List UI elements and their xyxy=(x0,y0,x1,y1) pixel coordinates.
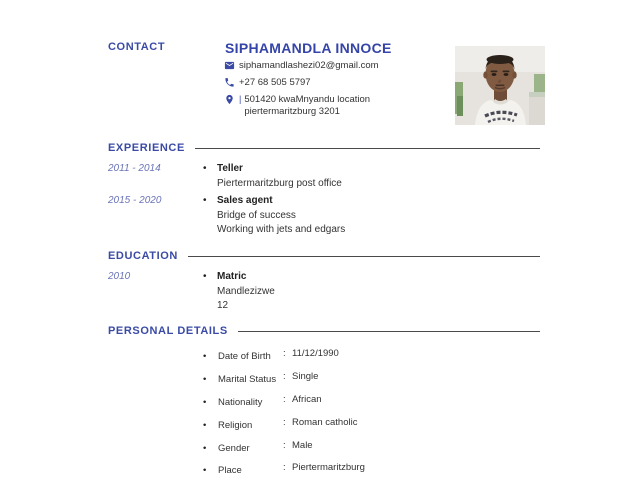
detail-label: Marital Status xyxy=(218,374,277,385)
personal-details-heading: PERSONAL DETAILS xyxy=(108,325,228,337)
experience-title: Sales agent xyxy=(217,195,273,206)
profile-photo xyxy=(455,46,545,125)
detail-separator: : xyxy=(283,462,286,473)
contact-email: siphamandlashezi02@gmail.com xyxy=(239,60,379,71)
personal-detail-row xyxy=(203,348,339,362)
personal-detail-row xyxy=(203,394,322,408)
education-dates: 2010 xyxy=(108,271,131,282)
location-divider: | xyxy=(239,94,242,104)
detail-separator: : xyxy=(283,394,286,405)
experience-section-header xyxy=(108,142,540,154)
detail-value: Piertermaritzburg xyxy=(292,462,365,473)
bullet-marker: • xyxy=(203,271,207,282)
bullet-marker: • xyxy=(203,163,207,174)
experience-detail: Bridge of success xyxy=(217,209,296,221)
bullet-marker: • xyxy=(203,351,207,362)
bullet-marker: • xyxy=(203,374,207,385)
detail-label: Date of Birth xyxy=(218,351,271,362)
experience-detail: Working with jets and edgars xyxy=(217,224,346,235)
bullet-marker: • xyxy=(203,397,207,408)
phone-icon xyxy=(224,77,235,88)
education-detail: 12 xyxy=(217,300,229,311)
personal-details-section-header xyxy=(108,325,540,337)
location-pin-icon xyxy=(224,94,235,105)
detail-separator: : xyxy=(283,371,286,382)
contact-heading: CONTACT xyxy=(108,41,166,53)
detail-value: Roman catholic xyxy=(292,417,358,428)
detail-value: Single xyxy=(292,371,319,382)
experience-dates: 2015 - 2020 xyxy=(108,195,162,206)
education-section-header xyxy=(108,250,540,262)
detail-label: Nationality xyxy=(218,397,263,408)
bullet-marker: • xyxy=(203,465,207,476)
experience-entry xyxy=(203,194,345,238)
experience-dates: 2011 - 2014 xyxy=(108,163,161,174)
section-rule xyxy=(195,148,540,149)
detail-label: Place xyxy=(218,465,242,476)
personal-detail-row xyxy=(203,440,313,454)
experience-title: Teller xyxy=(217,163,243,174)
experience-detail: Piertermaritzburg post office xyxy=(217,177,342,189)
education-heading: EDUCATION xyxy=(108,250,178,262)
personal-detail-row xyxy=(203,417,358,431)
section-rule xyxy=(188,256,540,257)
detail-separator: : xyxy=(283,417,286,428)
detail-value: African xyxy=(292,394,322,405)
contact-email-row xyxy=(224,60,379,71)
detail-value: Male xyxy=(292,440,313,451)
bullet-marker: • xyxy=(203,195,207,206)
contact-address-row xyxy=(224,94,370,117)
detail-separator: : xyxy=(283,348,286,359)
bullet-marker: • xyxy=(203,420,207,431)
detail-label: Religion xyxy=(218,420,253,431)
detail-label: Gender xyxy=(218,443,250,454)
education-detail: Mandlezizwe xyxy=(217,285,275,297)
section-rule xyxy=(238,331,540,332)
candidate-name: SIPHAMANDLA INNOCE xyxy=(225,40,392,56)
contact-address-line1: 501420 kwaMnyandu location xyxy=(244,94,371,105)
education-title: Matric xyxy=(217,271,247,282)
personal-detail-row xyxy=(203,371,319,385)
email-icon xyxy=(224,60,235,71)
personal-detail-row xyxy=(203,462,365,476)
bullet-marker: • xyxy=(203,443,207,454)
contact-phone: +27 68 505 5797 xyxy=(239,77,311,88)
contact-phone-row xyxy=(224,77,311,88)
detail-separator: : xyxy=(283,440,286,451)
education-entry xyxy=(203,270,275,314)
contact-address xyxy=(244,94,370,117)
experience-entry xyxy=(203,162,342,191)
contact-address-line2: piertermaritzburg 3201 xyxy=(244,106,340,117)
detail-value: 11/12/1990 xyxy=(292,348,339,359)
experience-heading: EXPERIENCE xyxy=(108,142,185,154)
